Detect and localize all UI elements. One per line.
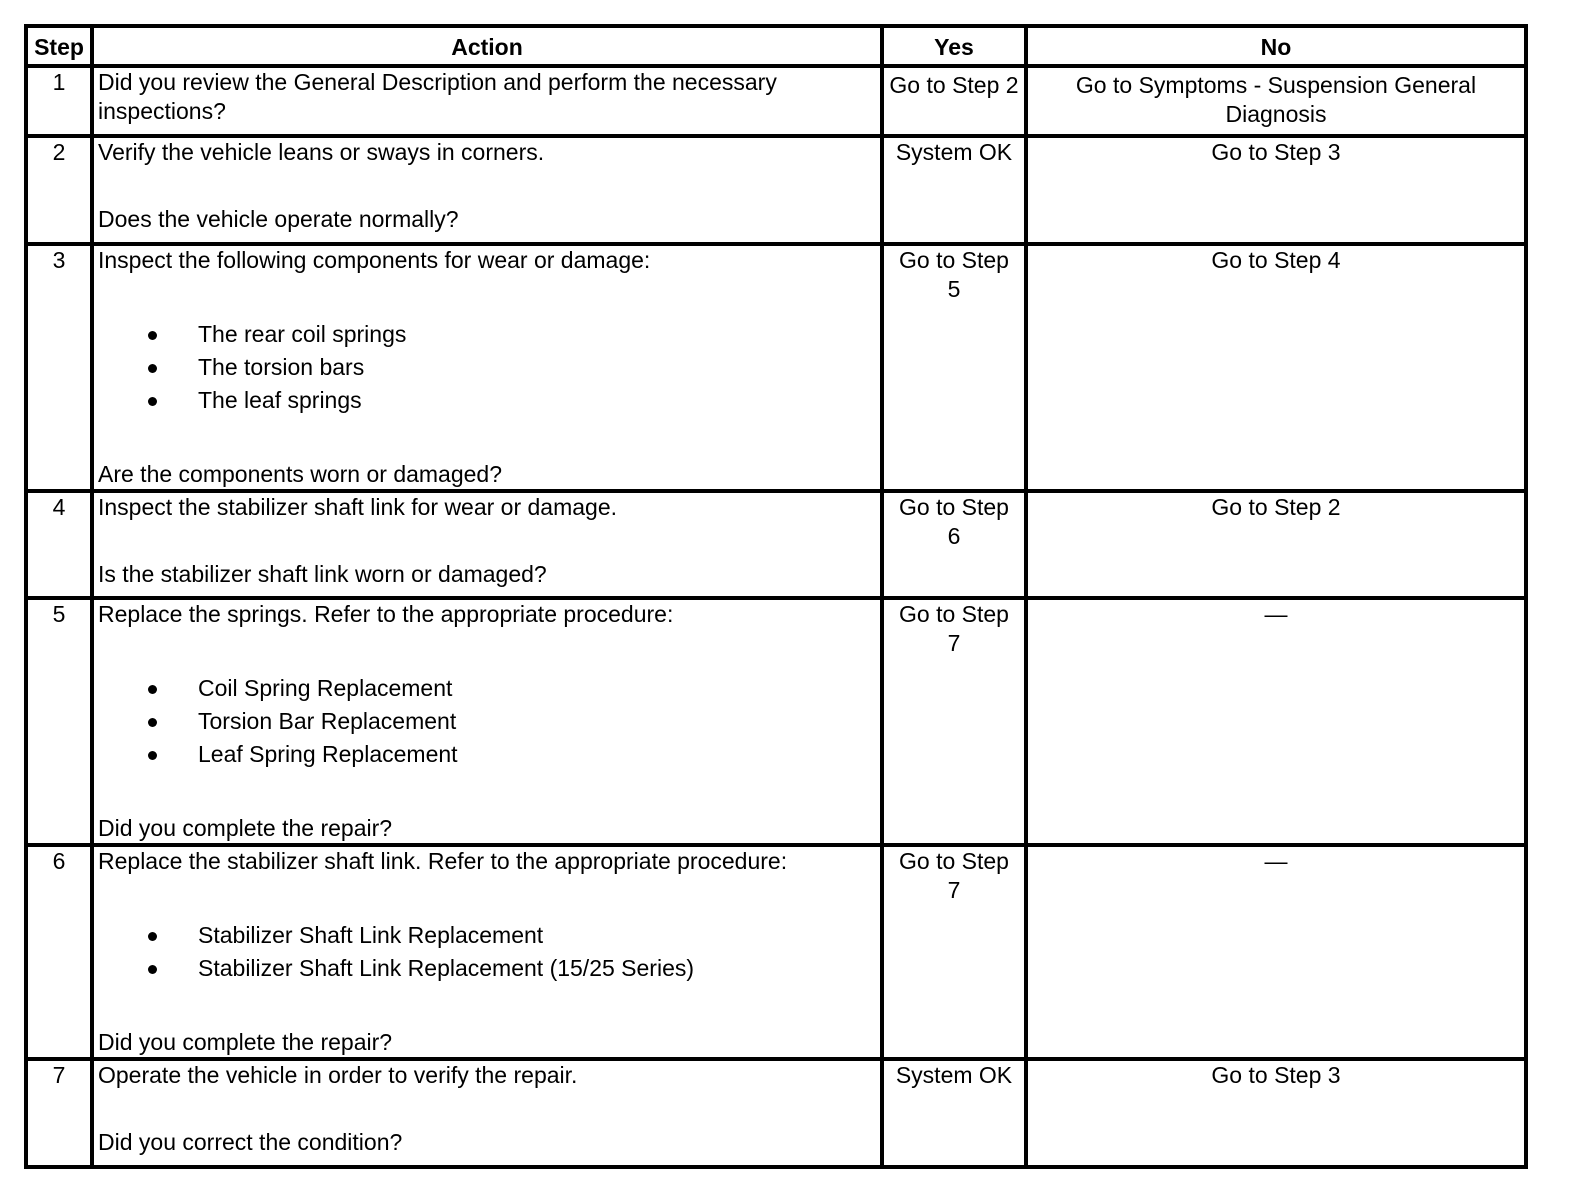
action-question: Does the vehicle operate normally? — [98, 206, 459, 232]
action-cell — [92, 845, 882, 1059]
action-intro: Replace the stabilizer shaft link. Refer to the appropriate procedure: — [98, 848, 788, 874]
yes-result-text: Go to Step 7 — [899, 601, 1009, 656]
action-intro: Replace the springs. Refer to the appropriate procedure: — [98, 601, 674, 627]
bullet-list — [98, 919, 876, 985]
list-item: Stabilizer Shaft Link Replacement (15/25 Series) — [98, 952, 876, 985]
action-cell — [92, 244, 882, 491]
action-text: Did you review the General Description and perform the necessary inspections? — [92, 66, 882, 136]
no-result — [1026, 598, 1526, 845]
table-row — [26, 491, 1526, 598]
action-question: Are the components worn or damaged? — [98, 461, 503, 487]
header-yes: Yes — [882, 26, 1026, 66]
yes-result — [882, 491, 1026, 598]
header-step: Step — [26, 26, 92, 66]
no-result — [1026, 845, 1526, 1059]
no-result: Go to Step 3 — [1026, 136, 1526, 244]
diagnostic-table — [24, 24, 1528, 1169]
no-result: Go to Step 3 — [1026, 1059, 1526, 1167]
table-row — [26, 66, 1526, 136]
action-cell — [92, 1059, 882, 1167]
yes-result-text: Go to Step 5 — [899, 247, 1009, 302]
step-number: 2 — [26, 136, 92, 244]
action-cell — [92, 491, 882, 598]
action-intro: Verify the vehicle leans or sways in corners. — [98, 139, 545, 165]
step-number: 4 — [26, 491, 92, 598]
yes-result — [882, 845, 1026, 1059]
action-question: Did you correct the condition? — [98, 1129, 403, 1155]
header-row — [26, 26, 1526, 66]
no-result: Go to Symptoms - Suspension General Diagnosis — [1026, 66, 1526, 136]
action-intro: Inspect the following components for wear or damage: — [98, 247, 651, 273]
bullet-list — [98, 672, 876, 771]
list-item: The torsion bars — [98, 351, 876, 384]
action-question: Did you complete the repair? — [98, 815, 393, 841]
bullet-list — [98, 318, 876, 417]
step-number: 3 — [26, 244, 92, 491]
yes-result: System OK — [882, 136, 1026, 244]
list-item: Leaf Spring Replacement — [98, 738, 876, 771]
step-number: 7 — [26, 1059, 92, 1167]
no-result: Go to Step 4 — [1026, 244, 1526, 491]
list-item: Torsion Bar Replacement — [98, 705, 876, 738]
yes-result: System OK — [882, 1059, 1026, 1167]
table-row — [26, 1059, 1526, 1167]
action-question: Is the stabilizer shaft link worn or damaged? — [98, 561, 547, 587]
dash-text: — — [1264, 848, 1288, 874]
action-intro: Inspect the stabilizer shaft link for wear or damage. — [98, 494, 618, 520]
table-row — [26, 244, 1526, 491]
yes-result — [882, 598, 1026, 845]
step-number: 5 — [26, 598, 92, 845]
yes-result: Go to Step 2 — [882, 66, 1026, 136]
table-row — [26, 845, 1526, 1059]
yes-result-text: Go to Step 7 — [899, 848, 1009, 903]
yes-result — [882, 244, 1026, 491]
step-number: 6 — [26, 845, 92, 1059]
yes-result-text: Go to Step 6 — [899, 494, 1009, 549]
list-item: Coil Spring Replacement — [98, 672, 876, 705]
list-item: The rear coil springs — [98, 318, 876, 351]
step-number: 1 — [26, 66, 92, 136]
action-cell — [92, 598, 882, 845]
dash-text: — — [1264, 601, 1288, 627]
list-item: Stabilizer Shaft Link Replacement — [98, 919, 876, 952]
action-cell — [92, 136, 882, 244]
no-result: Go to Step 2 — [1026, 491, 1526, 598]
list-item: The leaf springs — [98, 384, 876, 417]
header-action: Action — [92, 26, 882, 66]
table-row — [26, 598, 1526, 845]
header-no: No — [1026, 26, 1526, 66]
action-question: Did you complete the repair? — [98, 1029, 393, 1055]
action-intro: Operate the vehicle in order to verify the repair. — [98, 1062, 578, 1088]
table-row — [26, 136, 1526, 244]
